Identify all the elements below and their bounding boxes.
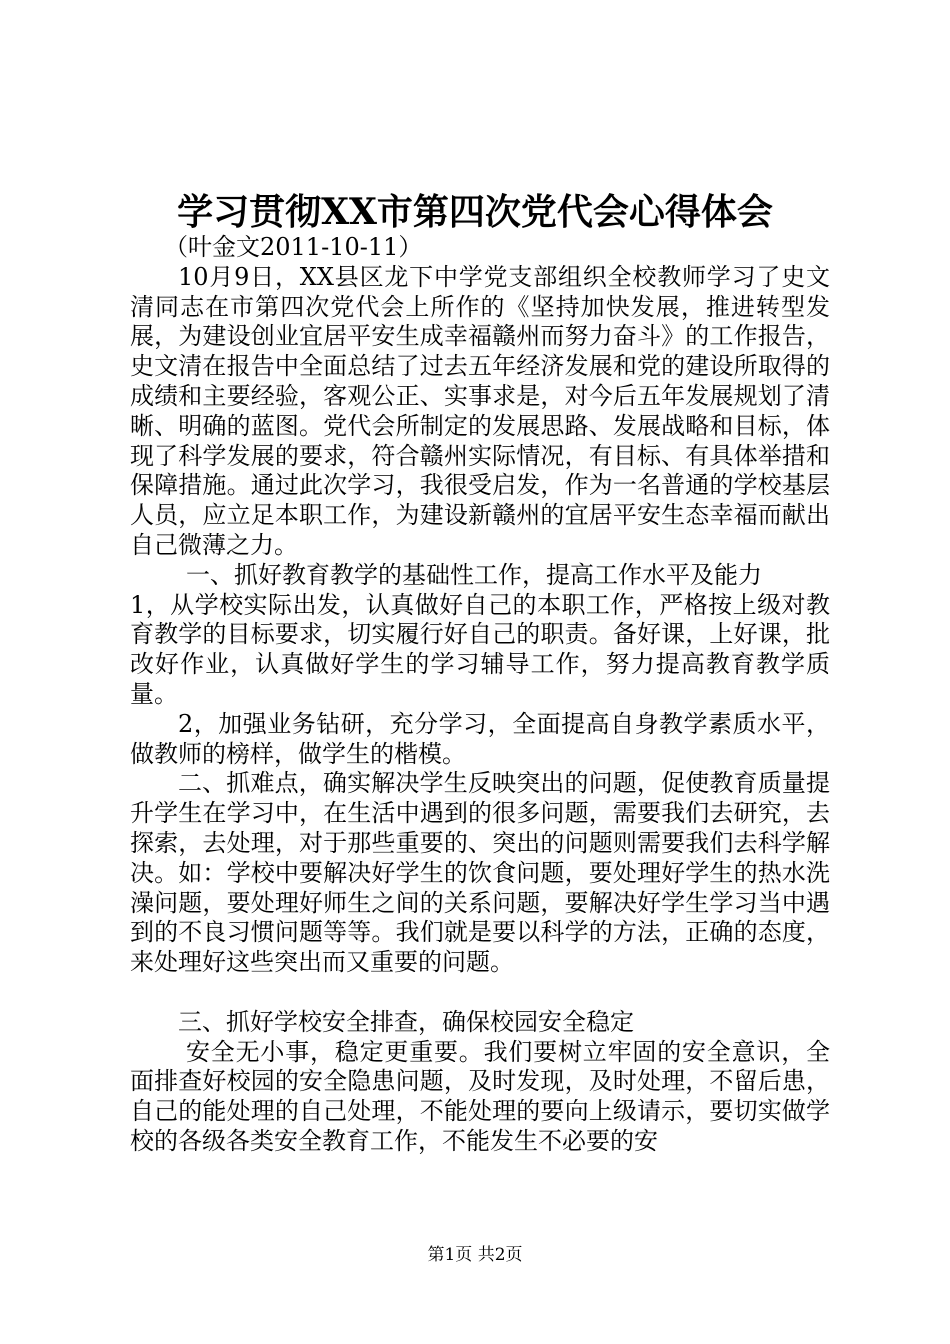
- paragraph-point-2: 2，加强业务钻研，充分学习，全面提高自身教学素质水平，做教师的榜样，做学生的楷模。: [130, 709, 830, 768]
- paragraph-point-1: 1，从学校实际出发，认真做好自己的本职工作，严格按上级对教育教学的目标要求，切实履行好自己的职责。备好课，上好课，批改好作业，认真做好学生的学习辅导工作，努力提高教育教学质量。: [130, 590, 830, 708]
- page-number-footer: 第1页 共2页: [427, 1245, 523, 1265]
- author-date-line: （叶金文2011-10-11）: [164, 233, 423, 261]
- paragraph-intro: 10月9日，XX县区龙下中学党支部组织全校教师学习了史文清同志在市第四次党代会上所作的《坚持加快发展，推进转型发展，为建设创业宜居平安生成幸福赣州而努力奋斗》的工作报告，史文清在报告中全面总结了过去五年经济发展和党的建设所取得的成绩和主要经验，客观公正、实事求是，对今后五年发展规划了清晰、明确的蓝图。党代会所制定的发展思路、发展战略和目标，体现了科学发展的要求，符合赣州实际情况，有目标、有具体举措和保障措施。通过此次学习，我很受启发，作为一名普通的学校基层人员，应立足本职工作，为建设新赣州的宜居平安生态幸福而献出自己微薄之力。: [130, 262, 830, 559]
- blank-line: [130, 978, 830, 1008]
- paragraph-section-3: 安全无小事，稳定更重要。我们要树立牢固的安全意识，全面排查好校园的安全隐患问题，及时发现，及时处理，不留后患，自己的能处理的自己处理，不能处理的要向上级请示，要切实做学校的各级各类安全教育工作，不能发生不必要的安: [130, 1037, 830, 1155]
- section-heading-1: 一、抓好教育教学的基础性工作，提高工作水平及能力: [186, 560, 762, 589]
- paragraph-section-2: 二、抓难点，确实解决学生反映突出的问题，促使教育质量提升学生在学习中，在生活中遇到的很多问题，需要我们去研究，去探索，去处理，对于那些重要的、突出的问题则需要我们去科学解决。如：学校中要解决好学生的饮食问题，要处理好学生的热水洗澡问题，要处理好师生之间的关系问题，要解决好学生学习当中遇到的不良习惯问题等等。我们就是要以科学的方法，正确的态度，来处理好这些突出而又重要的问题。: [130, 769, 830, 977]
- document-title: 学习贯彻XX市第四次党代会心得体会: [177, 191, 773, 233]
- section-heading-3: 三、抓好学校安全排查，确保校园安全稳定: [178, 1007, 634, 1036]
- document-body: [130, 233, 830, 1157]
